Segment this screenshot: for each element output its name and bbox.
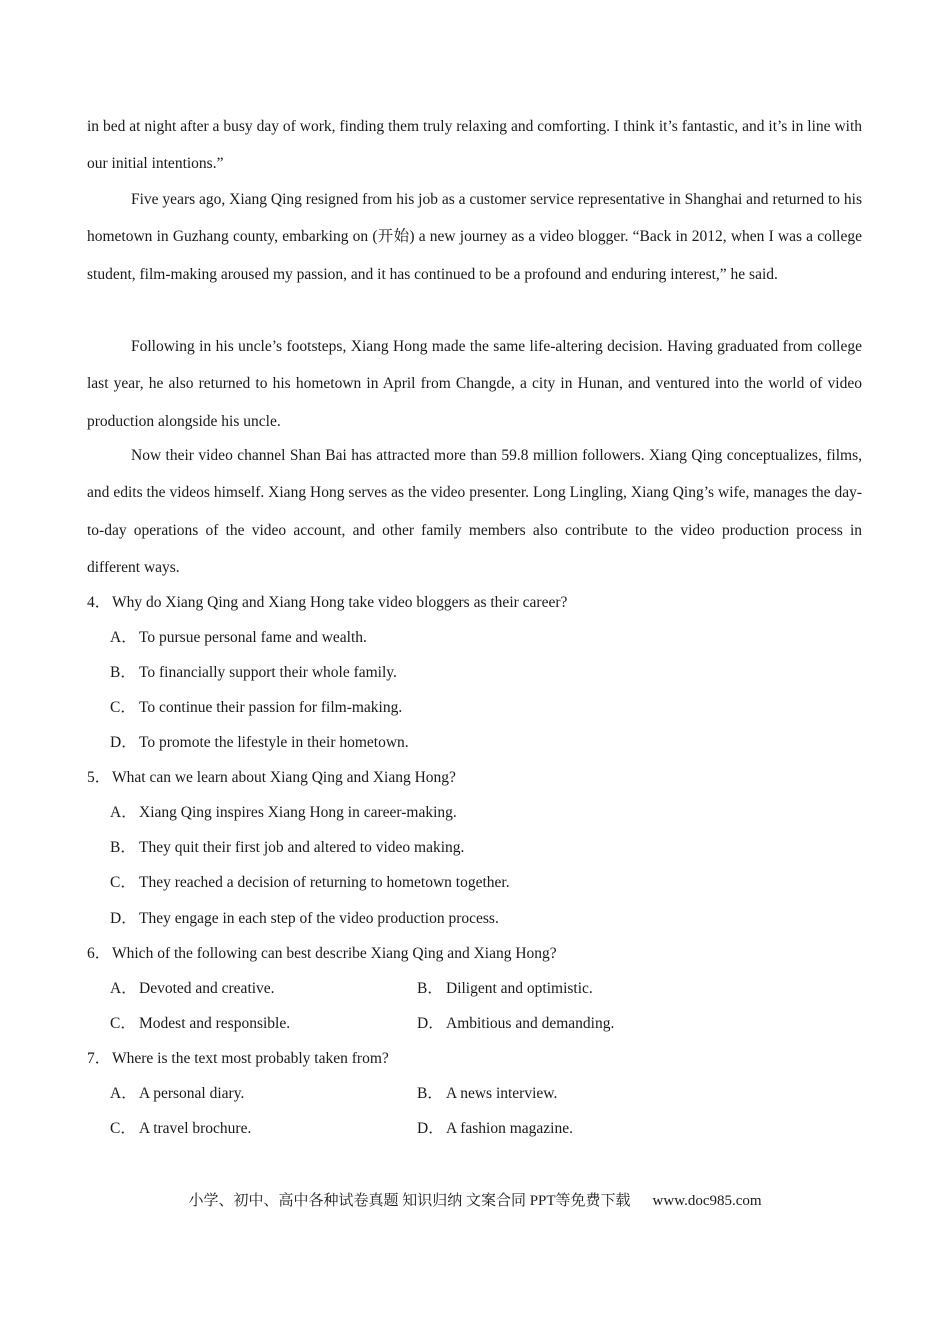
option-7b[interactable]: B． A news interview. (417, 1085, 558, 1102)
option-5a[interactable]: A． Xiang Qing inspires Xiang Hong in career-making. (110, 804, 457, 821)
question-number: 7． (87, 1050, 111, 1067)
option-6d[interactable]: D． Ambitious and demanding. (417, 1015, 615, 1032)
option-6c[interactable]: C． Modest and responsible. (110, 1015, 291, 1032)
question-number: 5． (87, 769, 111, 786)
question-text: What can we learn about Xiang Qing and Xiang Hong? (112, 769, 456, 786)
passage-paragraph-3: Following in his uncle’s footsteps, Xiang Hong made the same life-altering decision. Having graduated from college last year, he also returned to his hometown in April from Changde, a city in Hunan, and ventured into the world of video production alongside his uncle. (87, 338, 862, 430)
option-7c[interactable]: C． A travel brochure. (110, 1120, 252, 1137)
option-6b[interactable]: B． Diligent and optimistic. (417, 980, 593, 997)
option-5d[interactable]: D． They engage in each step of the video production process. (110, 910, 499, 927)
option-6a[interactable]: A． Devoted and creative. (110, 980, 275, 997)
question-number: 6． (87, 945, 111, 962)
footer-url[interactable]: www.doc985.com (652, 1193, 762, 1209)
passage-paragraph-1: in bed at night after a busy day of work, finding them truly relaxing and comforting. I think it’s fantastic, and it’s in line with our initial intentions.” (87, 118, 862, 173)
question-number: 4． (87, 594, 111, 611)
question-6 (87, 944, 557, 964)
option-7d[interactable]: D． A fashion magazine. (417, 1120, 573, 1137)
option-4b[interactable]: B． To financially support their whole family. (110, 664, 397, 681)
footer-text: 小学、初中、高中各种试卷真题 知识归纳 文案合同 PPT等免费下载 (188, 1193, 631, 1209)
option-4d[interactable]: D． To promote the lifestyle in their hometown. (110, 734, 409, 751)
question-text: Why do Xiang Qing and Xiang Hong take video bloggers as their career? (112, 594, 568, 611)
option-4a[interactable]: A． To pursue personal fame and wealth. (110, 629, 367, 646)
question-7 (87, 1049, 389, 1069)
page-footer (0, 1191, 950, 1211)
question-5 (87, 768, 456, 788)
question-text: Which of the following can best describe Xiang Qing and Xiang Hong? (112, 945, 557, 962)
option-7a[interactable]: A． A personal diary. (110, 1085, 245, 1102)
passage-paragraph-2: Five years ago, Xiang Qing resigned from his job as a customer service representative in Shanghai and returned to his hometown in Guzhang county, embarking on (开始) a new journey as a video blogger. “Back in 2012, when I was a college student, film-making aroused my passion, and it has continued to be a profound and enduring interest,” he said. (87, 191, 862, 283)
question-text: Where is the text most probably taken from? (112, 1050, 389, 1067)
question-4 (87, 593, 567, 613)
passage-paragraph-4: Now their video channel Shan Bai has attracted more than 59.8 million followers. Xiang Qing conceptualizes, films, and edits the videos himself. Xiang Hong serves as the video presenter. Long Lingling, Xiang Qing’s wife, manages the day-to-day operations of the video account, and other family members also contribute to the video production process in different ways. (87, 447, 862, 576)
option-5b[interactable]: B． They quit their first job and altered to video making. (110, 839, 465, 856)
option-5c[interactable]: C． They reached a decision of returning to hometown together. (110, 874, 510, 891)
option-4c[interactable]: C． To continue their passion for film-making. (110, 699, 403, 716)
